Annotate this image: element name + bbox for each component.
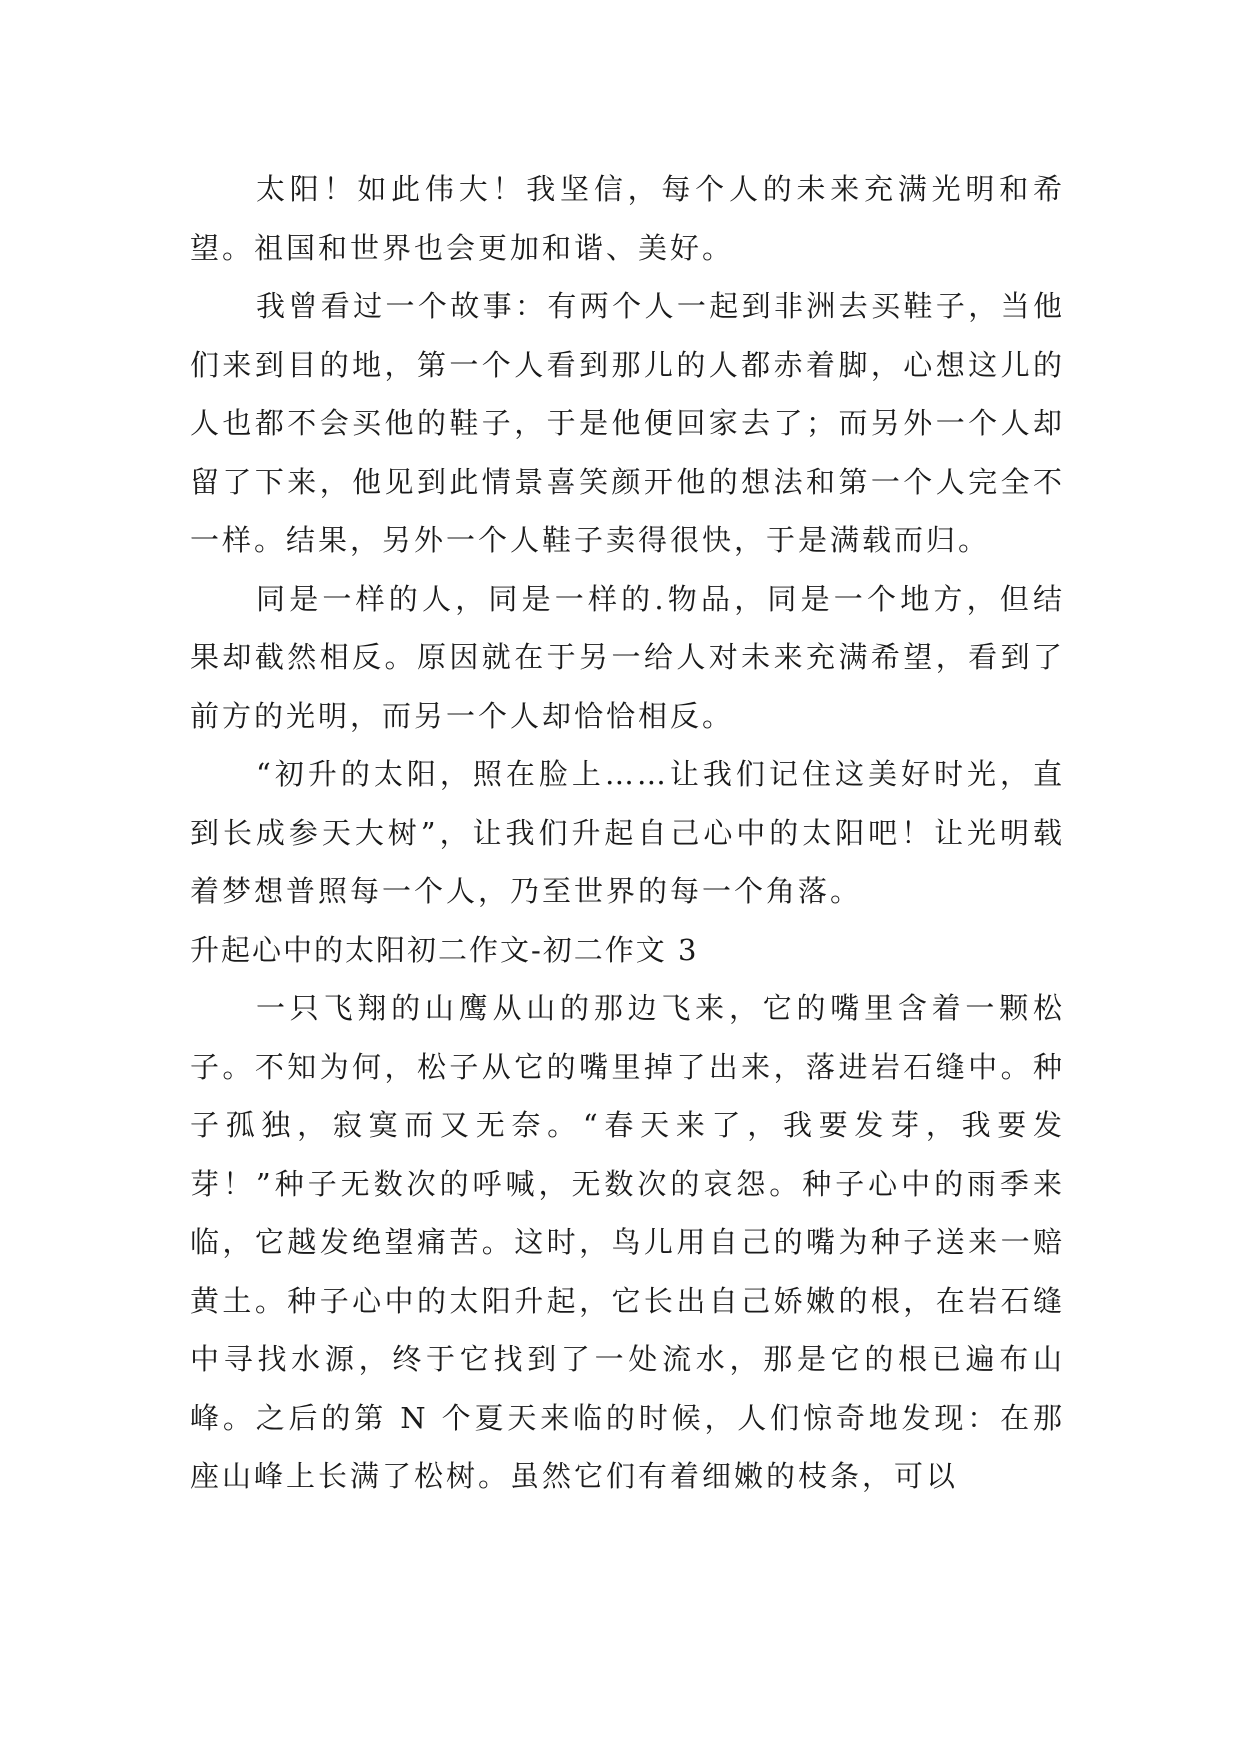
paragraph: 我曾看过一个故事：有两个人一起到非洲去买鞋子，当他们来到目的地，第一个人看到那儿的人都赤着脚，心想这儿的人也都不会买他的鞋子，于是他便回家去了；而另外一个人却留了下来，他见到此情景喜笑颜开他的想法和第一个人完全不一样。结果，另外一个人鞋子卖得很快，于是满载而归。: [190, 289, 1065, 557]
paragraph: “初升的太阳，照在脸上……让我们记住这美好时光，直到长成参天大树”，让我们升起自己心中的太阳吧！让光明载着梦想普照每一个人，乃至世界的每一个角落。: [190, 757, 1065, 908]
paragraph: 一只飞翔的山鹰从山的那边飞来，它的嘴里含着一颗松子。不知为何，松子从它的嘴里掉了出来，落进岩石缝中。种子孤独，寂寞而又无奈。“春天来了，我要发芽，我要发芽！”种子无数次的呼喊，无数次的哀怨。种子心中的雨季来临，它越发绝望痛苦。这时，鸟儿用自己的嘴为种子送来一赔黄土。种子心中的太阳升起，它长出自己娇嫩的根，在岩石缝中寻找水源，终于它找到了一处流水，那是它的根已遍布山峰。之后的第 N 个夏天来临的时候，人们惊奇地发现：在那座山峰上长满了松树。虽然它们有着细嫩的枝条，可以: [190, 991, 1065, 1493]
paragraph: 同是一样的人，同是一样的.物品，同是一个地方，但结果却截然相反。原因就在于另一给人对未来充满希望，看到了前方的光明，而另一个人却恰恰相反。: [190, 581, 1065, 733]
paragraph: 太阳！如此伟大！我坚信，每个人的未来充满光明和希望。祖国和世界也会更加和谐、美好。: [190, 172, 1065, 265]
section-title: 升起心中的太阳初二作文-初二作文 3: [190, 932, 699, 967]
document-body: [190, 160, 1065, 1506]
